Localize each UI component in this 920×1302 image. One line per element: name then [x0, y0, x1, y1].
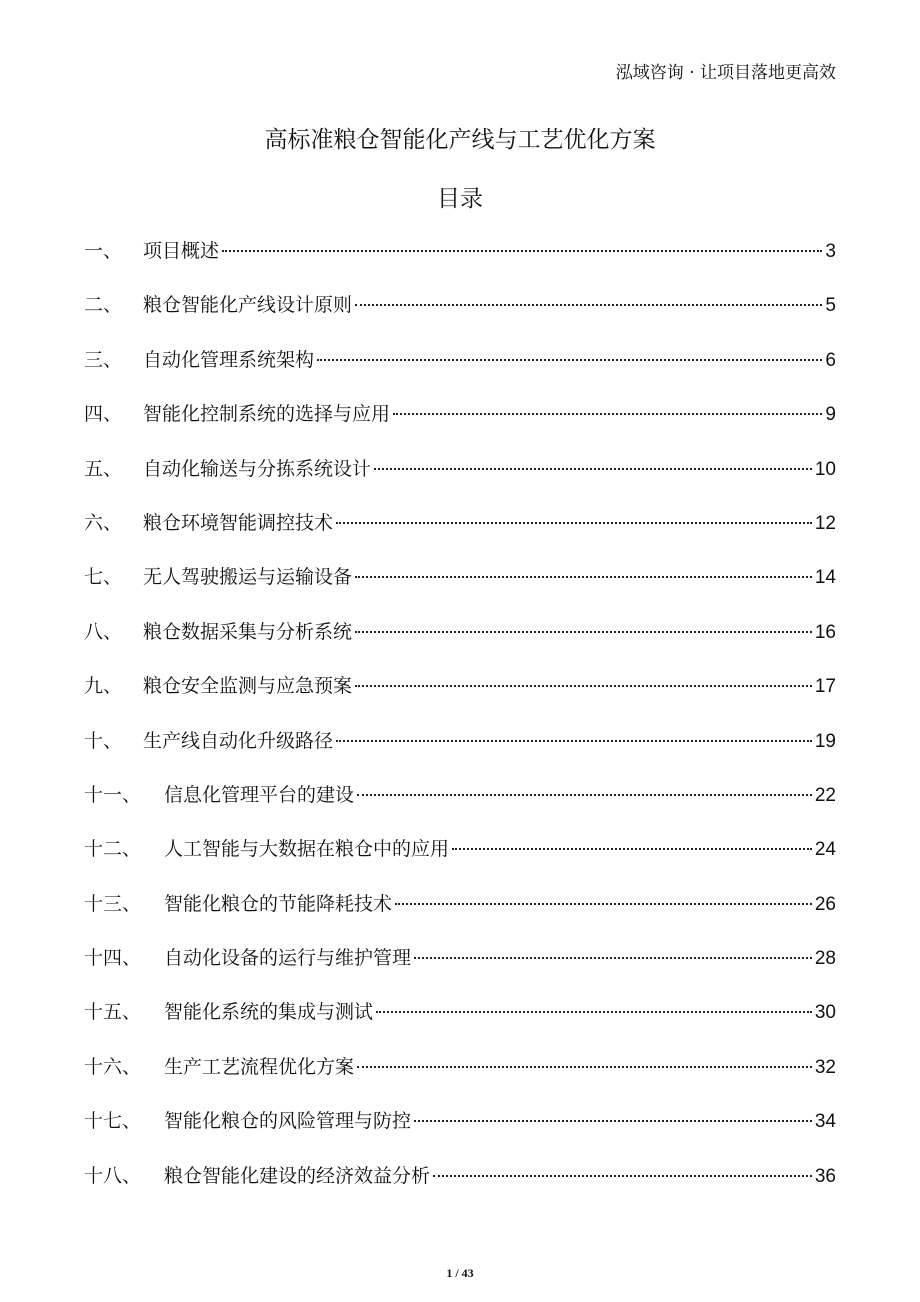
dot-leader — [393, 413, 822, 415]
toc-entry[interactable] — [84, 224, 836, 278]
dot-leader — [414, 957, 812, 959]
toc-entry-number: 九、 — [84, 675, 123, 698]
toc-entry-label: 智能化系统的集成与测试 — [164, 1001, 374, 1024]
dot-leader — [414, 1120, 812, 1122]
toc-entry-number: 十五、 — [84, 1001, 142, 1024]
toc-entry-page: 34 — [814, 1111, 836, 1133]
toc-entry-page: 6 — [825, 349, 836, 371]
toc-entry-page: 16 — [814, 621, 836, 643]
toc-entry-number: 十一、 — [84, 783, 142, 806]
toc-entry[interactable] — [84, 333, 836, 387]
toc-entry-number: 十七、 — [84, 1110, 142, 1133]
toc-entry-page: 19 — [814, 730, 836, 752]
toc-entry-label: 生产线自动化升级路径 — [143, 729, 334, 752]
toc-entry-label: 生产工艺流程优化方案 — [164, 1055, 355, 1078]
toc-entry-number: 七、 — [84, 566, 123, 589]
toc-entry-label: 智能化控制系统的选择与应用 — [143, 403, 391, 426]
toc-entry[interactable] — [84, 714, 836, 768]
toc-entry-number: 十八、 — [84, 1164, 142, 1187]
header-tagline: 泓域咨询 · 让项目落地更高效 — [615, 63, 836, 83]
toc-entry[interactable] — [84, 877, 836, 931]
toc-entry-label: 粮仓安全监测与应急预案 — [143, 675, 353, 698]
toc-entry-number: 四、 — [84, 403, 123, 426]
toc-entry-page: 28 — [814, 948, 836, 970]
toc-entry-label: 项目概述 — [143, 240, 220, 262]
toc-entry-label: 无人驾驶搬运与运输设备 — [143, 566, 353, 589]
toc-entry-number: 二、 — [84, 294, 123, 317]
toc-entry[interactable] — [84, 605, 836, 659]
toc-entry-page: 9 — [825, 404, 836, 426]
toc-entry-page: 14 — [814, 567, 836, 589]
toc-entry-page: 26 — [814, 893, 836, 915]
toc-entry-label: 自动化管理系统架构 — [143, 348, 315, 371]
toc-entry-label: 信息化管理平台的建设 — [164, 783, 355, 806]
toc-entry-label: 自动化设备的运行与维护管理 — [164, 947, 412, 970]
toc-entry-label: 粮仓数据采集与分析系统 — [143, 620, 353, 643]
toc-entry-label: 自动化输送与分拣系统设计 — [143, 457, 372, 480]
dot-leader — [355, 685, 812, 687]
toc-entry-label: 粮仓环境智能调控技术 — [143, 511, 334, 534]
toc-entry-number: 六、 — [84, 511, 123, 534]
dot-leader — [355, 631, 812, 633]
toc-entry-label: 人工智能与大数据在粮仓中的应用 — [164, 838, 450, 861]
dot-leader — [336, 740, 812, 742]
toc-entry-page: 32 — [814, 1056, 836, 1078]
toc-entry[interactable] — [84, 822, 836, 876]
toc-entry-label: 智能化粮仓的节能降耗技术 — [164, 892, 393, 915]
document-title: 高标准粮仓智能化产线与工艺优化方案 — [264, 127, 656, 153]
toc-entry-label: 粮仓智能化产线设计原则 — [143, 294, 353, 317]
dot-leader — [374, 468, 812, 470]
dot-leader — [452, 848, 812, 850]
dot-leader — [357, 794, 812, 796]
dot-leader — [317, 359, 822, 361]
toc-entry-number: 十二、 — [84, 838, 142, 861]
page-indicator: 1 / 43 — [446, 1266, 474, 1280]
toc-entry-page: 3 — [825, 241, 836, 262]
toc-entry-number: 十、 — [84, 729, 123, 752]
toc-entry-number: 八、 — [84, 620, 123, 643]
toc-entry[interactable] — [84, 278, 836, 332]
toc-entry[interactable] — [84, 550, 836, 604]
toc-entry-page: 17 — [814, 676, 836, 698]
toc-entry[interactable] — [84, 931, 836, 985]
toc-entry[interactable] — [84, 387, 836, 441]
toc-entry-number: 五、 — [84, 457, 123, 480]
toc-entry[interactable] — [84, 1149, 836, 1203]
dot-leader — [336, 522, 812, 524]
dot-leader — [355, 304, 822, 306]
toc-entry-page: 12 — [814, 512, 836, 534]
toc-entry-label: 粮仓智能化建设的经济效益分析 — [164, 1164, 431, 1187]
dot-leader — [355, 576, 812, 578]
toc-entry[interactable] — [84, 768, 836, 822]
toc-entry-page: 5 — [825, 295, 836, 317]
toc-entry[interactable] — [84, 1094, 836, 1148]
dot-leader — [395, 903, 812, 905]
toc-entry-page: 24 — [814, 839, 836, 861]
toc-entry-page: 10 — [814, 458, 836, 480]
toc-entry-number: 十六、 — [84, 1055, 142, 1078]
dot-leader — [376, 1011, 812, 1013]
toc-entry-label: 智能化粮仓的风险管理与防控 — [164, 1110, 412, 1133]
toc-entry[interactable] — [84, 1040, 836, 1094]
dot-leader — [433, 1175, 812, 1177]
toc-entry-number: 十三、 — [84, 892, 142, 915]
table-of-contents — [84, 224, 836, 1203]
toc-entry[interactable] — [84, 442, 836, 496]
toc-entry-number: 十四、 — [84, 947, 142, 970]
toc-entry-page: 30 — [814, 1002, 836, 1024]
toc-heading: 目录 — [437, 186, 483, 212]
toc-entry-page: 22 — [814, 784, 836, 806]
dot-leader — [222, 250, 822, 252]
dot-leader — [357, 1066, 812, 1068]
toc-entry-page: 36 — [814, 1165, 836, 1187]
toc-entry[interactable] — [84, 496, 836, 550]
toc-entry-number: 三、 — [84, 348, 123, 371]
toc-entry[interactable] — [84, 659, 836, 713]
toc-entry[interactable] — [84, 985, 836, 1039]
toc-entry-number: 一、 — [84, 240, 123, 262]
